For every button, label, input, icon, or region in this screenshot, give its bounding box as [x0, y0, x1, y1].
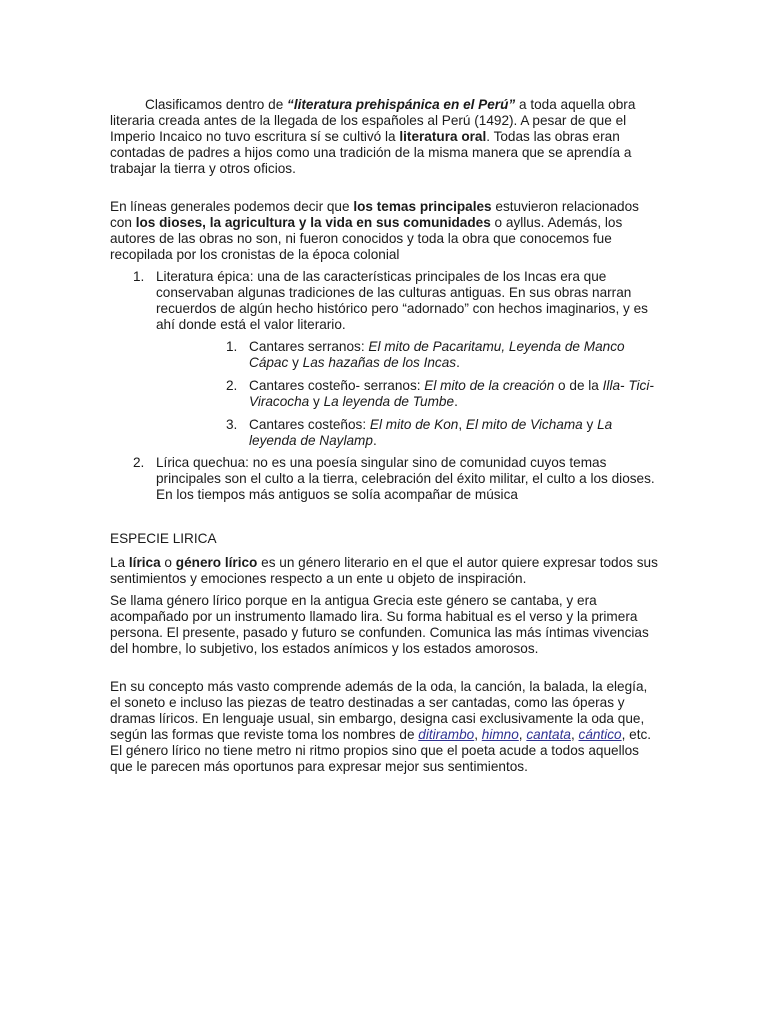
sublist-text: Cantares serranos:	[249, 339, 369, 354]
sublist-item-serranos	[156, 339, 658, 371]
sublist-text: o de la	[554, 378, 603, 393]
p2-term-temas: los temas principales	[353, 199, 492, 214]
section-heading: ESPECIE LIRICA	[110, 531, 217, 546]
sublist-text: Cantares costeños:	[249, 417, 370, 432]
lira-paragraph: Se llama género lírico porque en la antigua Grecia este género se cantaba, y era acompañado por un instrumento llamado lira. Su forma habitual es el verso y la primera persona. El presente, pasado y futuro se confunden. Comunica las más íntimas vivencias del hombre, lo subjetivo, los estados anímicos y los estados amorosos.	[110, 593, 649, 656]
p2-text-c: estuvieron relacionados con	[110, 199, 639, 230]
concept-paragraph	[110, 679, 658, 775]
work-title: El mito de Pacaritamu, Leyenda de Manco Cápac	[249, 339, 625, 370]
sublist-number: 3.	[226, 417, 238, 432]
cantico-link[interactable]: cántico	[578, 727, 622, 742]
work-title: Illa- Tici- Viracocha	[249, 378, 654, 409]
p3-text-e: es un género literario en el que el autor quiere expresar todos sus sentimientos y emociones respecto a un ente u objeto de inspiración.	[110, 555, 658, 586]
work-title: El mito de Vichama	[465, 417, 583, 432]
sublist-text: y	[288, 355, 303, 370]
p1-text-a: Clasificamos dentro de	[145, 97, 288, 112]
themes-paragraph	[110, 199, 658, 263]
separator: ,	[570, 727, 579, 742]
sublist-number: 1.	[226, 339, 238, 354]
sublist-text: ,	[458, 417, 466, 432]
sublist-item-costeno-serranos	[156, 378, 658, 410]
literature-types-list	[110, 269, 658, 503]
list-item-text: Literatura épica: una de las características principales de los Incas era que conservaban algunas tradiciones de las culturas antiguas. En sus obras narran recuerdos de algún hecho histórico pero “adornado” con hechos imaginarios, y es ahí donde está el valor literario.	[156, 269, 648, 332]
list-item-lirica-quechua	[110, 455, 658, 503]
work-title: Las hazañas de los Incas	[302, 355, 457, 370]
p1-text-e: . Todas las obras eran contadas de padres a hijos como una tradición de la misma manera que se aprendía a trabajar la tierra y otros oficios.	[110, 129, 632, 176]
separator: ,	[518, 727, 527, 742]
p2-term-dioses: los dioses, la agricultura y la vida en sus comunidades	[135, 215, 491, 230]
p2-text-a: En líneas generales podemos decir que	[110, 199, 354, 214]
work-title: El mito de la creación	[424, 378, 555, 393]
list-number: 1.	[133, 269, 145, 284]
p3-term-genero-lirico: género lírico	[175, 555, 258, 570]
separator: ,	[474, 727, 482, 742]
sublist-text: .	[456, 355, 460, 370]
sublist-text: Cantares costeño- serranos:	[249, 378, 425, 393]
p1-term-literatura-prehispanica: “literatura prehispánica en el Perú”	[287, 97, 516, 112]
list-item-text: Lírica quechua: no es una poesía singular sino de comunidad cuyos temas principales son el culto a la tierra, celebración del éxito militar, el culto a los dioses. En los tiempos más antiguos se solía acompañar de música	[156, 455, 655, 502]
sublist-item-costenos	[156, 417, 658, 449]
list-number: 2.	[133, 455, 145, 470]
sublist-text: .	[454, 394, 458, 409]
p1-text-c: a toda aquella obra literaria creada antes de la llegada de los españoles al Perú (1492). A pesar de que el Imperio Incaico no tuvo escritura sí se cultivó la	[110, 97, 636, 144]
p5-text-b: , etc. El género lírico no tiene metro ni ritmo propios sino que el poeta acude a todos aquellos que le parecen más oportunos para expresar mejor sus sentimientos.	[110, 727, 652, 774]
sublist-number: 2.	[226, 378, 238, 393]
p5-text-a: En su concepto más vasto comprende además de la oda, la canción, la balada, la elegía, el soneto e incluso las piezas de teatro destinadas a ser cantadas, como las óperas y dramas líricos. En lenguaje usual, sin embargo, designa casi exclusivamente la oda que, según las formas que reviste toma los nombres de	[110, 679, 648, 742]
intro-paragraph	[110, 97, 658, 177]
work-title: La leyenda de Naylamp	[249, 417, 613, 448]
cantares-sublist	[156, 339, 658, 449]
himno-link[interactable]: himno	[481, 727, 519, 742]
ditirambo-link[interactable]: ditirambo	[418, 727, 475, 742]
list-item-epica	[110, 269, 658, 449]
p2-text-e: o ayllus. Además, los autores de las obras no son, ni fueron conocidos y toda la obra que conocemos fue recopilada por los cronistas de la época colonial	[110, 215, 623, 262]
p1-term-literatura-oral: literatura oral	[399, 129, 487, 144]
cantata-link[interactable]: cantata	[526, 727, 571, 742]
sublist-text: y	[582, 417, 598, 432]
p3-text-c: o	[160, 555, 176, 570]
work-title: El mito de Kon	[369, 417, 459, 432]
p3-term-lirica: lírica	[128, 555, 161, 570]
work-title: La leyenda de Tumbe	[323, 394, 455, 409]
sublist-text: y	[309, 394, 324, 409]
sublist-text: .	[372, 433, 377, 448]
lirica-definition-paragraph	[110, 555, 658, 587]
p3-text-a: La	[110, 555, 129, 570]
